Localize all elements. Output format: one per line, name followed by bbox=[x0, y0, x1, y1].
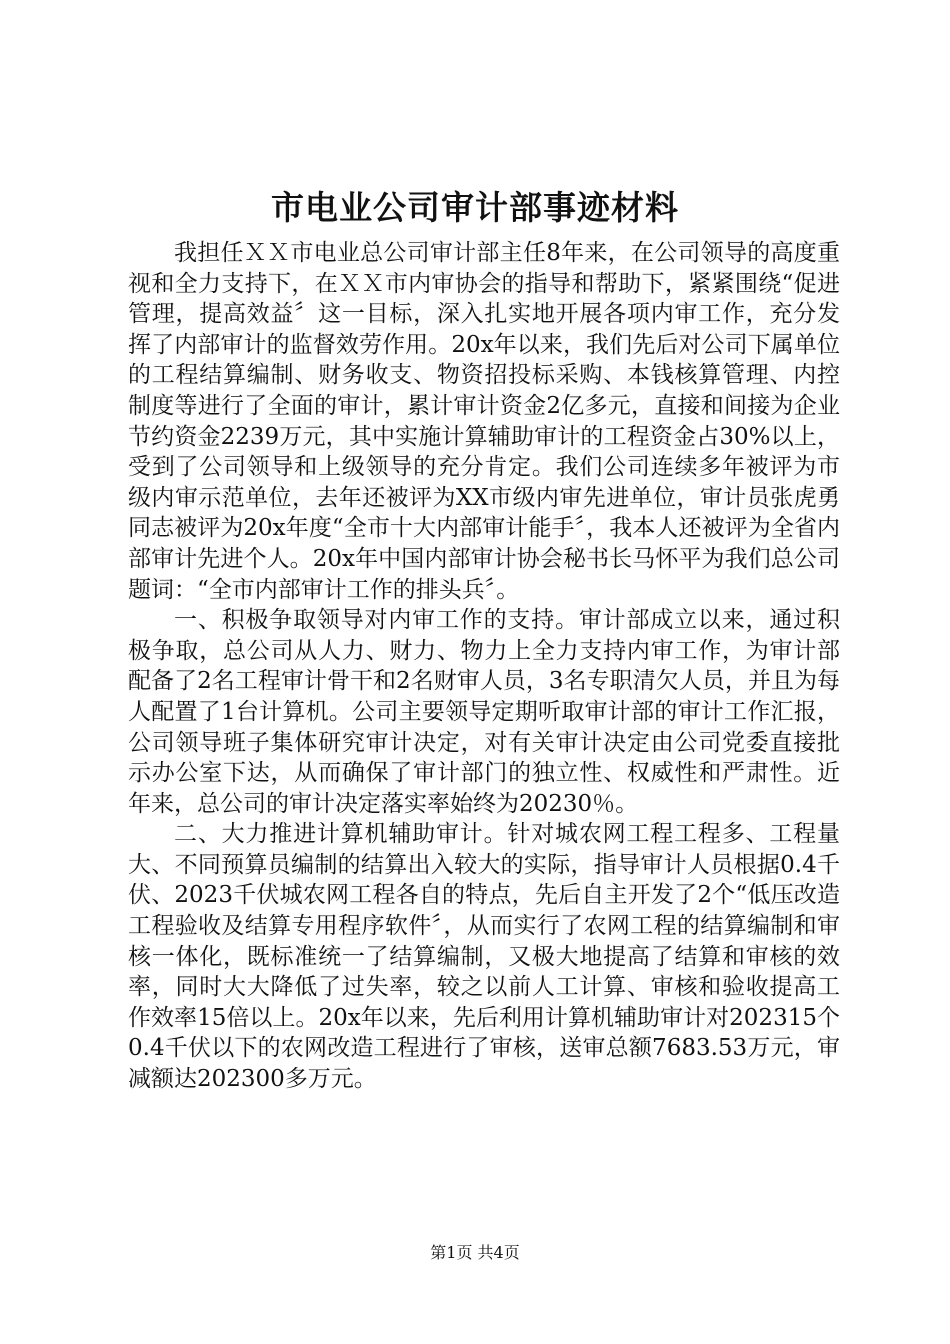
document-body bbox=[128, 238, 840, 1095]
document-title: 市电业公司审计部事迹材料 bbox=[271, 188, 679, 227]
paragraph-section-1: 一、积极争取领导对内审工作的支持。审计部成立以来，通过积极争取，总公司从人力、财力、物力上全力支持内审工作，为审计部配备了2名工程审计骨干和2名财审人员，3名专职清欠人员，并且为每人配置了1台计算机。公司主要领导定期听取审计部的审计工作汇报，公司领导班子集体研究审计决定，对有关审计决定由公司党委直接批示办公室下达，从而确保了审计部门的独立性、权威性和严肃性。近年来，总公司的审计决定落实率始终为20230％。 bbox=[128, 607, 840, 817]
page-number-footer: 第1页 共4页 bbox=[430, 1243, 520, 1262]
paragraph-section-2: 二、大力推进计算机辅助审计。针对城农网工程工程多、工程量大、不同预算员编制的结算出入较大的实际，指导审计人员根据0.4千伏、2023千伏城农网工程各自的特点，先后自主开发了2个“低压改造工程验收及结算专用程序软件〞，从而实行了农网工程的结算编制和审核一体化，既标准统一了结算编制，又极大地提高了结算和审核的效率，同时大大降低了过失率，较之以前人工计算、审核和验收提高工作效率15倍以上。20x年以来，先后利用计算机辅助审计对202315个0.4千伏以下的农网改造工程进行了审核，送审总额7683.53万元，审减额达202300多万元。 bbox=[128, 821, 840, 1093]
paragraph-intro: 我担任ＸＸ市电业总公司审计部主任8年来，在公司领导的高度重视和全力支持下，在ＸＸ市内审协会的指导和帮助下，紧紧围绕“促进管理，提高效益〞这一目标，深入扎实地开展各项内审工作，充分发挥了内部审计的监督效劳作用。20x年以来，我们先后对公司下属单位的工程结算编制、财务收支、物资招投标采购、本钱核算管理、内控制度等进行了全面的审计，累计审计资金2亿多元，直接和间接为企业节约资金2239万元，其中实施计算辅助审计的工程资金占30%以上，受到了公司领导和上级领导的充分肯定。我们公司连续多年被评为市级内审示范单位，去年还被评为XX市级内审先进单位，审计员张虎勇同志被评为20x年度“全市十大内部审计能手〞，我本人还被评为全省内部审计先进个人。20x年中国内部审计协会秘书长马怀平为我们总公司题词：“全市内部审计工作的排头兵〞。 bbox=[128, 240, 840, 603]
